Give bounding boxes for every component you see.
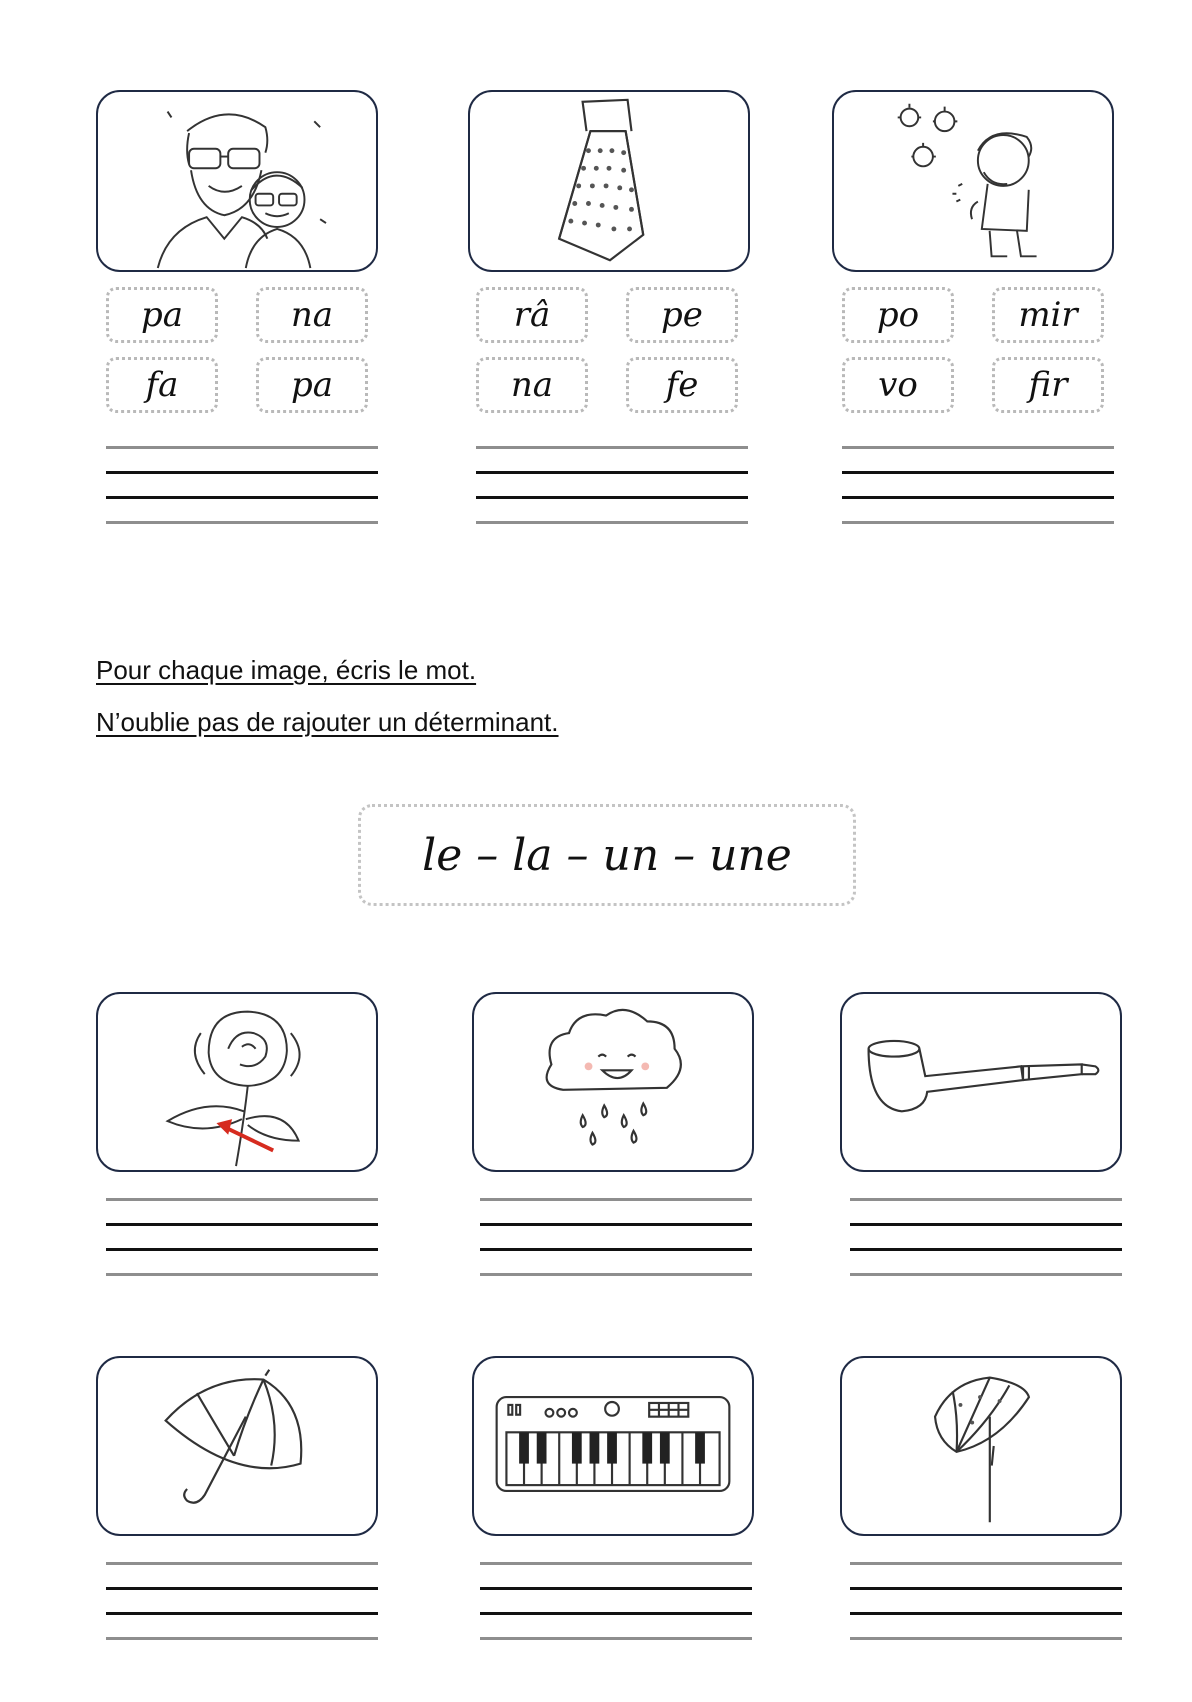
rose-stem-illustration — [98, 994, 376, 1170]
picture-card-pipe — [840, 992, 1122, 1172]
picture-card-grater — [468, 90, 750, 272]
picture-card-keyboard — [472, 1356, 754, 1536]
writing-lines[interactable] — [476, 446, 748, 526]
open-umbrella-illustration — [842, 1358, 1120, 1534]
picture-card-rain-cloud — [472, 992, 754, 1172]
pipe-illustration — [842, 994, 1120, 1170]
keyboard-piano-illustration — [474, 1358, 752, 1534]
writing-lines[interactable] — [480, 1198, 752, 1278]
instruction-line-2: N’oublie pas de rajouter un déterminant. — [96, 707, 559, 737]
picture-card-rose-stem — [96, 992, 378, 1172]
picture-card-father-son — [96, 90, 378, 272]
writing-lines[interactable] — [106, 1562, 378, 1642]
syllable-box[interactable]: na — [256, 287, 368, 343]
umbrella-illustration — [98, 1358, 376, 1534]
picture-card-open-umbrella — [840, 1356, 1122, 1536]
syllable-box[interactable]: vo — [842, 357, 954, 413]
picture-card-sick-boy — [832, 90, 1114, 272]
determiner-box: le – la – un – une — [358, 804, 856, 906]
rain-cloud-illustration — [474, 994, 752, 1170]
syllable-box[interactable]: fa — [106, 357, 218, 413]
writing-lines[interactable] — [850, 1198, 1122, 1278]
writing-lines[interactable] — [842, 446, 1114, 526]
syllable-box[interactable]: mir — [992, 287, 1104, 343]
syllable-box[interactable]: na — [476, 357, 588, 413]
father-son-illustration — [98, 92, 376, 270]
sick-boy-illustration — [834, 92, 1112, 270]
syllable-box[interactable]: pa — [256, 357, 368, 413]
picture-card-umbrella — [96, 1356, 378, 1536]
syllable-box[interactable]: po — [842, 287, 954, 343]
syllable-box[interactable]: pa — [106, 287, 218, 343]
writing-lines[interactable] — [480, 1562, 752, 1642]
grater-illustration — [470, 92, 748, 270]
syllable-box[interactable]: pe — [626, 287, 738, 343]
syllable-box[interactable]: râ — [476, 287, 588, 343]
writing-lines[interactable] — [106, 1198, 378, 1278]
instruction-line-1: Pour chaque image, écris le mot. — [96, 655, 477, 685]
writing-lines[interactable] — [106, 446, 378, 526]
syllable-box[interactable]: fe — [626, 357, 738, 413]
writing-lines[interactable] — [850, 1562, 1122, 1642]
syllable-box[interactable]: fir — [992, 357, 1104, 413]
